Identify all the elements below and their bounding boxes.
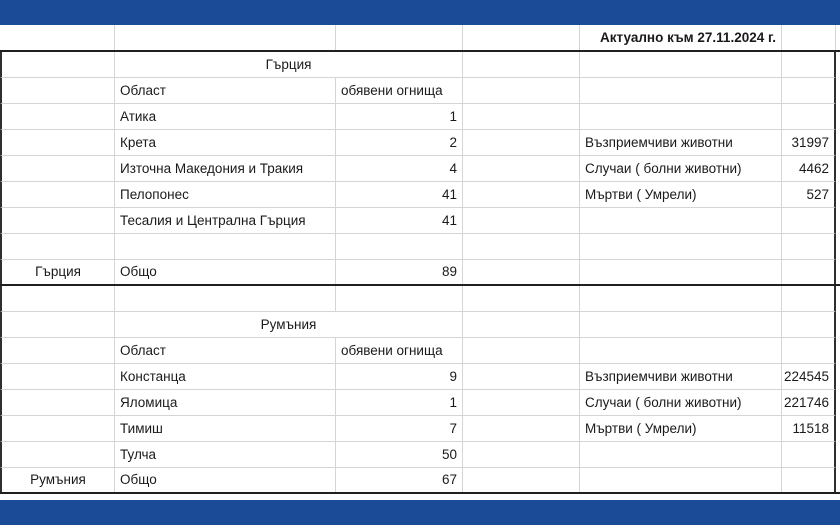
cell-stat-value[interactable]: 4462 bbox=[782, 156, 836, 182]
row-romania-region-2 bbox=[0, 416, 840, 442]
cell-region-outbreaks[interactable]: 50 bbox=[336, 442, 463, 468]
cell-empty[interactable] bbox=[463, 182, 580, 208]
cell-empty[interactable] bbox=[782, 104, 836, 130]
cell-region-outbreaks[interactable]: 41 bbox=[336, 208, 463, 234]
cell-empty[interactable] bbox=[580, 442, 782, 468]
row-greece-total bbox=[0, 260, 840, 286]
cell-region-outbreaks[interactable]: 41 bbox=[336, 182, 463, 208]
cell-empty[interactable] bbox=[463, 52, 580, 78]
cell-empty[interactable] bbox=[463, 130, 580, 156]
cell-empty[interactable] bbox=[580, 338, 782, 364]
cell-greece-region-header[interactable]: Област bbox=[115, 78, 336, 104]
cell-greece-total-country[interactable]: Гърция bbox=[0, 260, 115, 284]
cell-empty[interactable] bbox=[580, 312, 782, 338]
cell-romania-total-value[interactable]: 67 bbox=[336, 468, 463, 492]
cell-empty[interactable] bbox=[463, 364, 580, 390]
cell-empty[interactable] bbox=[463, 442, 580, 468]
cell-region-name[interactable]: Тесалия и Централна Гърция bbox=[115, 208, 336, 234]
cell-romania-total-country[interactable]: Румъния bbox=[0, 468, 115, 492]
cell-empty[interactable] bbox=[782, 25, 836, 50]
cell-greece-total-value[interactable]: 89 bbox=[336, 260, 463, 284]
cell-empty[interactable] bbox=[580, 208, 782, 234]
cell-empty[interactable] bbox=[782, 208, 836, 234]
cell-empty[interactable] bbox=[0, 364, 115, 390]
cell-empty[interactable] bbox=[463, 104, 580, 130]
cell-empty[interactable] bbox=[782, 286, 836, 312]
cell-region-outbreaks[interactable]: 4 bbox=[336, 156, 463, 182]
cell-romania-outbreaks-header[interactable]: обявени огнища bbox=[336, 338, 463, 364]
row-greece-colheaders bbox=[0, 78, 840, 104]
cell-stat-value[interactable]: 527 bbox=[782, 182, 836, 208]
cell-empty[interactable] bbox=[580, 260, 782, 284]
cell-romania-region-header[interactable]: Област bbox=[115, 338, 336, 364]
row-romania-colheaders bbox=[0, 338, 840, 364]
cell-empty[interactable] bbox=[463, 78, 580, 104]
cell-empty[interactable] bbox=[463, 25, 580, 50]
row-greece-region-1 bbox=[0, 130, 840, 156]
bottom-banner bbox=[0, 500, 840, 525]
cell-empty[interactable] bbox=[0, 416, 115, 442]
cell-empty[interactable] bbox=[0, 182, 115, 208]
cell-updated-date[interactable]: Актуално към 27.11.2024 г. bbox=[580, 25, 782, 50]
cell-empty[interactable] bbox=[463, 390, 580, 416]
cell-empty[interactable] bbox=[580, 468, 782, 492]
row-romania-title bbox=[0, 312, 840, 338]
cell-empty[interactable] bbox=[115, 234, 336, 260]
cell-empty[interactable] bbox=[782, 468, 836, 492]
cell-empty[interactable] bbox=[0, 52, 115, 78]
cell-region-name[interactable]: Яломица bbox=[115, 390, 336, 416]
cell-stat-label[interactable]: Случаи ( болни животни) bbox=[580, 390, 782, 416]
cell-romania-total-label[interactable]: Общо bbox=[115, 468, 336, 492]
cell-empty[interactable] bbox=[782, 442, 836, 468]
cell-region-outbreaks[interactable]: 2 bbox=[336, 130, 463, 156]
cell-empty[interactable] bbox=[115, 25, 336, 50]
cell-empty[interactable] bbox=[463, 208, 580, 234]
cell-romania-title[interactable]: Румъния bbox=[115, 312, 463, 338]
row-greece-title bbox=[0, 52, 840, 78]
row-greece-region-3 bbox=[0, 182, 840, 208]
cell-empty[interactable] bbox=[0, 442, 115, 468]
cell-empty[interactable] bbox=[463, 286, 580, 312]
cell-empty[interactable] bbox=[782, 260, 836, 284]
cell-region-name[interactable]: Пелопонес bbox=[115, 182, 336, 208]
row-romania-region-3 bbox=[0, 442, 840, 468]
cell-region-name[interactable]: Тимиш bbox=[115, 416, 336, 442]
row-romania-total bbox=[0, 468, 840, 494]
cell-empty[interactable] bbox=[0, 104, 115, 130]
top-banner bbox=[0, 0, 840, 25]
cell-stat-label[interactable]: Мъртви ( Умрели) bbox=[580, 416, 782, 442]
row-spacer bbox=[0, 234, 840, 260]
cell-empty[interactable] bbox=[0, 234, 115, 260]
cell-stat-label[interactable]: Мъртви ( Умрели) bbox=[580, 182, 782, 208]
cell-empty[interactable] bbox=[115, 286, 336, 312]
cell-stat-value[interactable]: 11518 bbox=[782, 416, 836, 442]
cell-empty[interactable] bbox=[0, 208, 115, 234]
sheet-grid bbox=[0, 25, 840, 494]
cell-empty[interactable] bbox=[782, 78, 836, 104]
cell-region-name[interactable]: Атика bbox=[115, 104, 336, 130]
cell-empty[interactable] bbox=[0, 156, 115, 182]
row-updated bbox=[0, 25, 840, 52]
row-romania-region-0 bbox=[0, 364, 840, 390]
cell-region-outbreaks[interactable]: 9 bbox=[336, 364, 463, 390]
cell-greece-title[interactable]: Гърция bbox=[115, 52, 463, 78]
row-greece-region-0 bbox=[0, 104, 840, 130]
row-spacer bbox=[0, 286, 840, 312]
cell-stat-label[interactable]: Възприемчиви животни bbox=[580, 130, 782, 156]
cell-empty[interactable] bbox=[580, 234, 782, 260]
cell-empty[interactable] bbox=[463, 234, 580, 260]
cell-region-outbreaks[interactable]: 1 bbox=[336, 390, 463, 416]
cell-greece-outbreaks-header[interactable]: обявени огнища bbox=[336, 78, 463, 104]
cell-empty[interactable] bbox=[580, 104, 782, 130]
cell-region-name[interactable]: Тулча bbox=[115, 442, 336, 468]
cell-empty[interactable] bbox=[0, 390, 115, 416]
cell-empty[interactable] bbox=[580, 52, 782, 78]
cell-empty[interactable] bbox=[782, 234, 836, 260]
cell-empty[interactable] bbox=[782, 338, 836, 364]
row-greece-region-2 bbox=[0, 156, 840, 182]
cell-stat-value[interactable]: 224545 bbox=[782, 364, 836, 390]
cell-empty[interactable] bbox=[580, 286, 782, 312]
cell-empty[interactable] bbox=[336, 25, 463, 50]
cell-region-outbreaks[interactable]: 1 bbox=[336, 104, 463, 130]
cell-empty[interactable] bbox=[463, 260, 580, 284]
cell-empty[interactable] bbox=[0, 338, 115, 364]
row-romania-region-1 bbox=[0, 390, 840, 416]
cell-empty[interactable] bbox=[336, 234, 463, 260]
cell-empty[interactable] bbox=[463, 338, 580, 364]
cell-empty[interactable] bbox=[0, 130, 115, 156]
cell-region-name[interactable]: Източна Македония и Тракия bbox=[115, 156, 336, 182]
cell-empty[interactable] bbox=[782, 52, 836, 78]
cell-empty[interactable] bbox=[0, 25, 115, 50]
cell-empty[interactable] bbox=[0, 78, 115, 104]
cell-stat-label[interactable]: Случаи ( болни животни) bbox=[580, 156, 782, 182]
cell-stat-value[interactable]: 221746 bbox=[782, 390, 836, 416]
cell-empty[interactable] bbox=[336, 286, 463, 312]
cell-empty[interactable] bbox=[463, 416, 580, 442]
cell-empty[interactable] bbox=[0, 286, 115, 312]
cell-empty[interactable] bbox=[782, 312, 836, 338]
cell-empty[interactable] bbox=[580, 78, 782, 104]
cell-stat-value[interactable]: 31997 bbox=[782, 130, 836, 156]
cell-greece-total-label[interactable]: Общо bbox=[115, 260, 336, 284]
cell-empty[interactable] bbox=[463, 156, 580, 182]
cell-region-name[interactable]: Крета bbox=[115, 130, 336, 156]
cell-stat-label[interactable]: Възприемчиви животни bbox=[580, 364, 782, 390]
cell-empty[interactable] bbox=[0, 312, 115, 338]
cell-empty[interactable] bbox=[463, 468, 580, 492]
cell-region-name[interactable]: Констанца bbox=[115, 364, 336, 390]
cell-empty[interactable] bbox=[463, 312, 580, 338]
cell-region-outbreaks[interactable]: 7 bbox=[336, 416, 463, 442]
row-greece-region-4 bbox=[0, 208, 840, 234]
